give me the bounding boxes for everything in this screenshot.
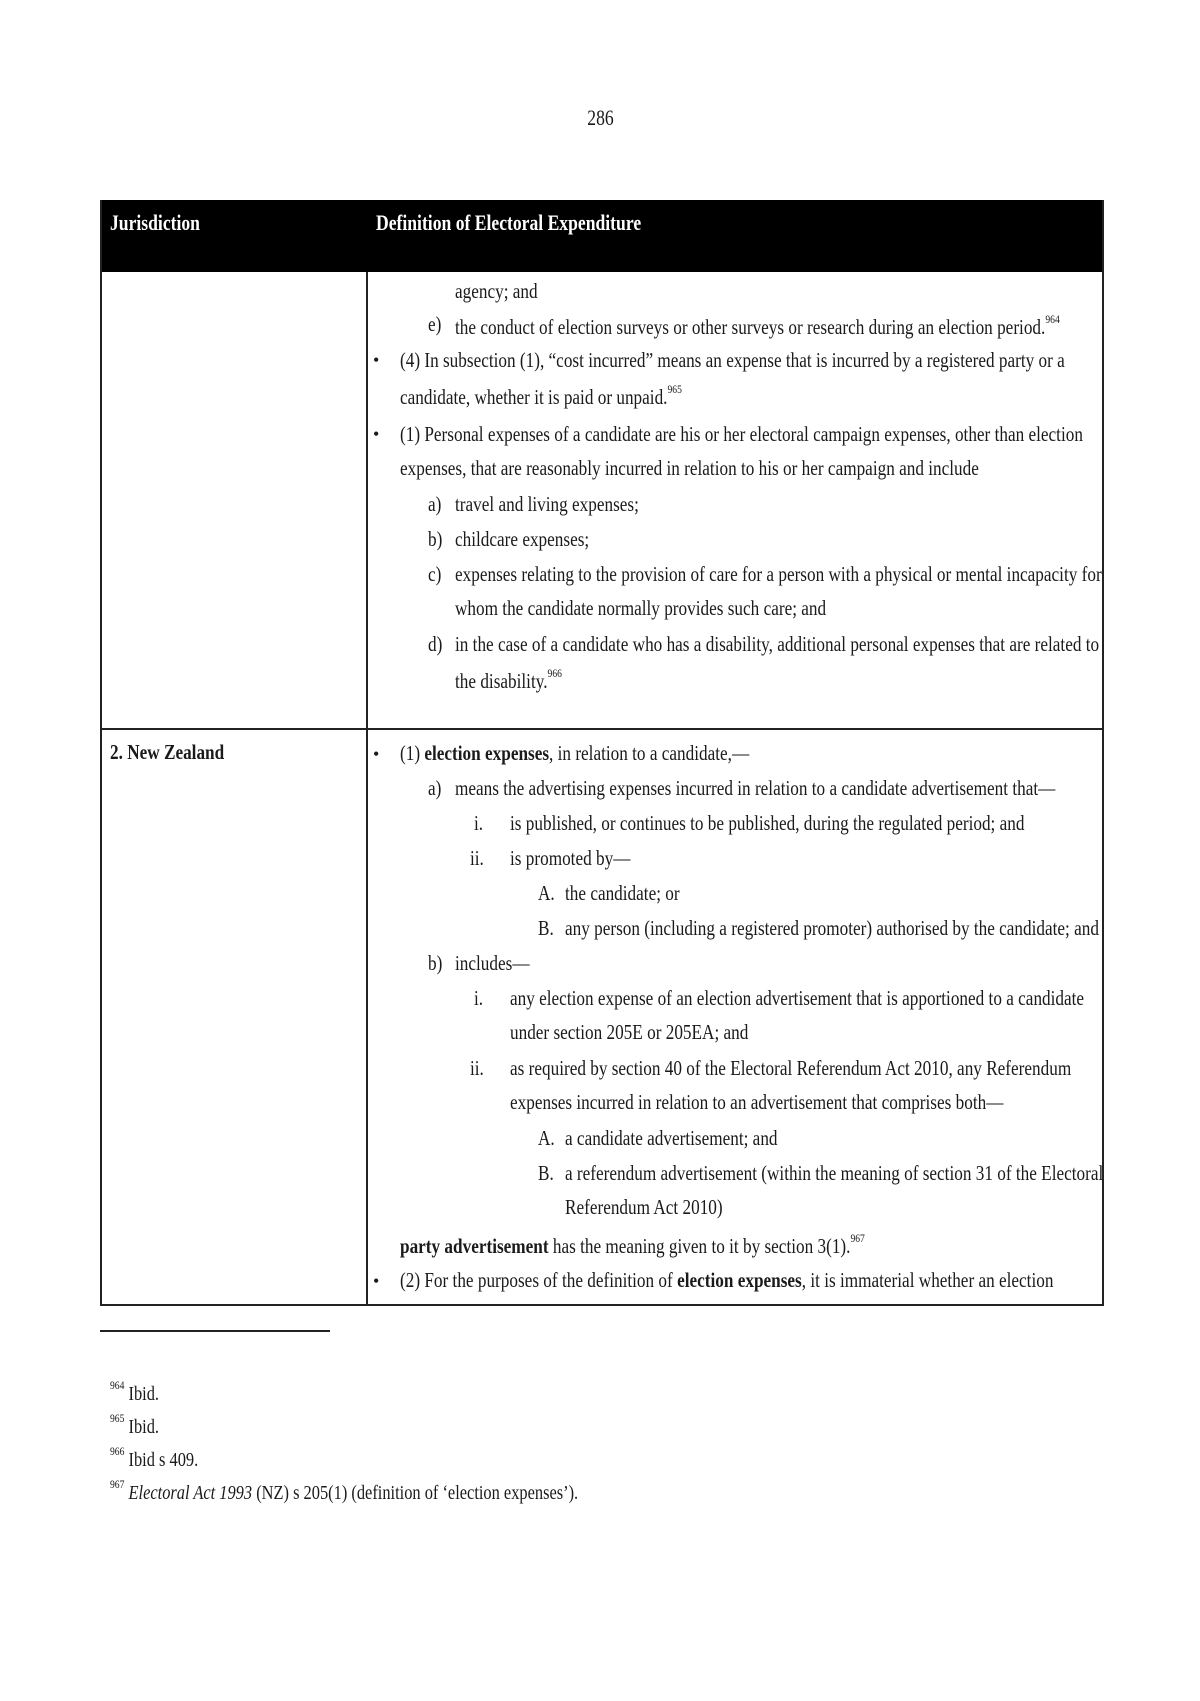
bullet-icon: • <box>373 744 380 764</box>
footnote-964: $^{964}$ Ibid. <box>110 1378 160 1405</box>
text-line: (1) Personal expenses of a candidate are his or her electoral campaign expenses, other than election <box>400 422 1083 446</box>
text-line: agency; and <box>455 279 538 303</box>
list-marker: i. <box>474 811 484 835</box>
footnote-ref: 964 <box>1045 312 1060 326</box>
list-marker: a) <box>428 776 442 800</box>
list-marker: B. <box>538 916 554 940</box>
text-line: the conduct of election surveys or other surveys or research during an election period.$^{964}$ <box>455 312 1060 339</box>
list-marker: i. <box>474 986 484 1010</box>
text-line: expenses, that are reasonably incurred in relation to his or her campaign and include <box>400 456 979 480</box>
text-line: as required by section 40 of the Electoral Referendum Act 2010, any Referendum <box>510 1056 1072 1080</box>
footnote-967: $^{967}$ Electoral Act 1993 (NZ) s 205(1) (definition of ‘election expenses’). <box>110 1477 579 1504</box>
table-header-row <box>100 200 1104 272</box>
text-line: under section 205E or 205EA; and <box>510 1020 749 1044</box>
footnote-966: $^{966}$ Ibid s 409. <box>110 1444 199 1471</box>
text-line: travel and living expenses; <box>455 492 639 516</box>
table-border-left <box>100 200 102 1306</box>
text-line: the candidate; or <box>565 881 680 905</box>
list-marker: b) <box>428 951 443 975</box>
list-marker: A. <box>538 1126 555 1150</box>
list-marker: b) <box>428 527 443 551</box>
list-marker: c) <box>428 562 442 586</box>
text-line: childcare expenses; <box>455 527 590 551</box>
text-line: in the case of a candidate who has a disability, additional personal expenses that are related to <box>455 632 1100 656</box>
text-line: a candidate advertisement; and <box>565 1126 778 1150</box>
list-marker: A. <box>538 881 555 905</box>
text-line: Referendum Act 2010) <box>565 1195 723 1219</box>
footnote-separator <box>100 1330 330 1332</box>
bullet-icon: • <box>373 350 380 370</box>
text-line: (1) election expenses, in relation to a candidate,— <box>400 741 750 765</box>
column-divider <box>366 272 368 1306</box>
text-line: the disability.$^{966}$ <box>455 666 562 693</box>
table-border-right <box>1102 200 1104 1306</box>
footnote-965: $^{965}$ Ibid. <box>110 1411 160 1438</box>
list-marker: ii. <box>470 846 484 870</box>
text-line: includes— <box>455 951 530 975</box>
footnote-ref: 965 <box>667 382 682 396</box>
header-definition: Definition of Electoral Expenditure <box>376 210 642 235</box>
table-border-bottom <box>100 1304 1104 1306</box>
text-line: whom the candidate normally provides such care; and <box>455 596 827 620</box>
text-line: expenses relating to the provision of care for a person with a physical or mental incapacity for <box>455 562 1102 586</box>
bullet-icon: • <box>373 1271 380 1291</box>
list-marker: B. <box>538 1161 554 1185</box>
text-line: is promoted by— <box>510 846 631 870</box>
footnote-ref: 967 <box>850 1231 865 1245</box>
text-line: expenses incurred in relation to an advertisement that comprises both— <box>510 1090 1004 1114</box>
page-number: 286 <box>586 105 614 130</box>
text-line: a referendum advertisement (within the meaning of section 31 of the Electoral <box>565 1161 1104 1185</box>
text-line: (2) For the purposes of the definition of election expenses, it is immaterial whether an election <box>400 1268 1054 1292</box>
text-line: (4) In subsection (1), “cost incurred” means an expense that is incurred by a registered party or a <box>400 348 1065 372</box>
header-jurisdiction: Jurisdiction <box>110 210 200 235</box>
text-line: any person (including a registered promoter) authorised by the candidate; and <box>565 916 1099 940</box>
list-marker: d) <box>428 632 443 656</box>
jurisdiction-new-zealand: 2. New Zealand <box>110 740 225 764</box>
row-divider <box>100 728 1104 730</box>
text-line: party advertisement has the meaning given to it by section 3(1).$^{967}$ <box>400 1231 865 1258</box>
text-line: is published, or continues to be published, during the regulated period; and <box>510 811 1025 835</box>
text-line: means the advertising expenses incurred in relation to a candidate advertisement that— <box>455 776 1056 800</box>
footnote-ref: 966 <box>547 666 562 680</box>
list-marker: e) <box>428 312 442 336</box>
list-marker: a) <box>428 492 442 516</box>
list-marker: ii. <box>470 1056 484 1080</box>
bullet-icon: • <box>373 424 380 444</box>
text-line: any election expense of an election advertisement that is apportioned to a candidate <box>510 986 1085 1010</box>
text-line: candidate, whether it is paid or unpaid.$^{965}$ <box>400 382 682 409</box>
